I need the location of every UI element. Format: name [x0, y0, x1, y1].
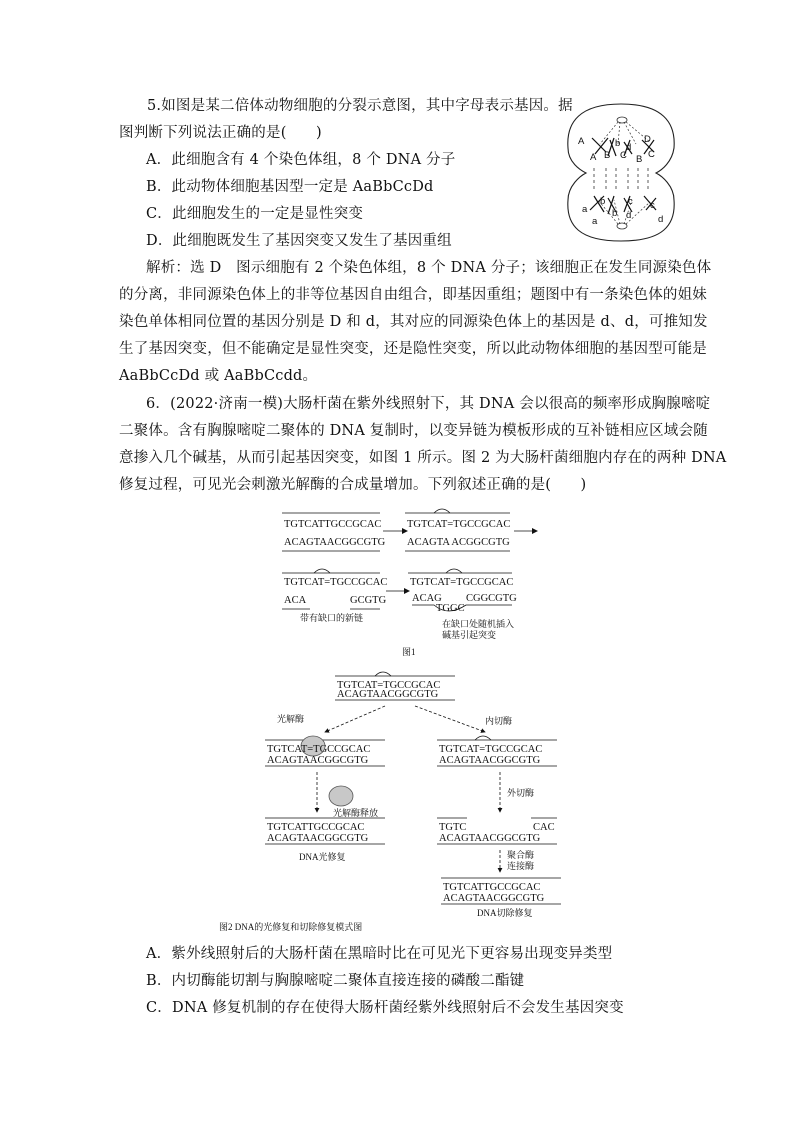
q5-option-a: A．此细胞含有 4 个染色体组，8 个 DNA 分子	[146, 152, 456, 168]
q6-stem-line2: 二聚体。含有胸腺嘧啶二聚体的 DNA 复制时，以变异链为模板形成的互补链相应区域会随	[119, 423, 708, 439]
fig2-final-lower: ACAGTAACGGCGTG	[443, 893, 545, 904]
q5-analysis-line5: AaBbCcDd 或 AaBbCcdd。	[119, 368, 318, 384]
gene-label: b	[612, 208, 618, 219]
q5-option-b: B．此动物体细胞基因型一定是 AaBbCcDd	[146, 179, 434, 195]
fig2-final-upper: TGTCATTGCCGCAC	[443, 882, 541, 893]
fig2-top-lower: ACAGTAACGGCGTG	[337, 689, 439, 700]
gene-label: b	[600, 196, 606, 207]
gene-label: B	[604, 150, 611, 161]
fig2-endonuclease-label: 内切酶	[485, 716, 513, 726]
fig1-seq-bottom-gap: ACAGTA ACGGCGTG	[407, 537, 510, 548]
fig2-photo-repair-label: DNA光修复	[299, 852, 346, 862]
fig2-release-label: 光解酶释放	[333, 808, 379, 818]
fig2-mid-right-upper: TGTCAT=TGCCGCAC	[439, 744, 543, 755]
q6-option-b: B．内切酶能切割与胸腺嘧啶二聚体直接连接的磷酸二酯键	[146, 973, 525, 989]
figure-2	[215, 668, 585, 933]
fig2-excision-label: DNA切除修复	[477, 908, 533, 918]
q5-option-c: C．此细胞发生的一定是显性突变	[146, 206, 364, 222]
gene-label: A	[578, 136, 585, 147]
q6-stem-line3: 意掺入几个碱基，从而引起基因突变，如图 1 所示。图 2 为大肠杆菌细胞内存在的两种 DNA	[119, 450, 727, 466]
fig1-seq-template: TGTCAT=TGCCGCAC	[284, 577, 388, 588]
fig2-polymerase-label: 聚合酶	[507, 850, 535, 860]
gene-label: A	[590, 152, 597, 163]
q6-option-a: A．紫外线照射后的大肠杆菌在黑暗时比在可见光下更容易出现变异类型	[146, 946, 613, 962]
gene-label: B	[636, 154, 643, 165]
gene-label: C	[620, 150, 627, 161]
fig2-ligase-label: 连接酶	[507, 861, 535, 871]
gene-label: d	[658, 214, 664, 225]
fig2-repair-lower: ACAGTAACGGCGTG	[267, 833, 369, 844]
fig1-mut-right: CGGCGTG	[466, 593, 517, 604]
gene-label: a	[592, 216, 598, 227]
fig2-mid-left-upper: TGTCAT=TGCCGCAC	[267, 744, 371, 755]
photolyase-released-shape	[329, 786, 353, 806]
fig1-caption: 图1	[402, 647, 416, 657]
fig1-new-left: ACA	[284, 595, 307, 606]
q5-stem-line1: 5.如图是某二倍体动物细胞的分裂示意图，其中字母表示基因。据	[147, 98, 573, 114]
gene-label: d	[626, 210, 632, 221]
gene-label: C	[648, 149, 655, 160]
gene-label: D	[644, 134, 651, 145]
fig1-mut-left: ACAG	[412, 593, 442, 604]
fig2-mid-right-lower: ACAGTAACGGCGTG	[439, 755, 541, 766]
q6-stem-line4: 修复过程，可见光会刺激光解酶的合成量增加。下列叙述正确的是( )	[119, 477, 587, 493]
gene-label: b	[615, 138, 621, 149]
q5-analysis-line3: 染色单体相同位置的基因分别是 D 和 d，其对应的同源染色体上的基因是 d、d，可推知发	[119, 314, 708, 330]
q5-analysis-line2: 的分离，非同源染色体上的非等位基因自由组合，即基因重组；题图中有一条染色体的姐妹	[119, 287, 707, 303]
fig2-photolyase-label: 光解酶	[277, 714, 305, 724]
fig2-repair-upper: TGTCATTGCCGCAC	[267, 822, 365, 833]
fig1-mut-mid: TGGC	[436, 603, 465, 614]
fig1-seq-top-normal: TGTCATTGCCGCAC	[284, 519, 382, 530]
fig1-seq-bottom-normal: ACAGTAACGGCGTG	[284, 537, 386, 548]
cell-division-figure	[562, 100, 680, 245]
q5-analysis-line1: 解析：选 D 图示细胞有 2 个染色体组，8 个 DNA 分子；该细胞正在发生同源染色体	[146, 260, 712, 276]
fig2-top-upper: TGTCAT=TGCCGCAC	[337, 680, 441, 691]
gene-label: a	[582, 204, 588, 215]
q5-stem-line2: 图判断下列说法正确的是( )	[119, 125, 322, 141]
q6-option-c: C．DNA 修复机制的存在使得大肠杆菌经紫外线照射后不会发生基因突变	[146, 1000, 624, 1016]
fig1-new-label: 带有缺口的新链	[300, 613, 364, 623]
fig1-seq-top-dimer: TGTCAT=TGCCGCAC	[407, 519, 511, 530]
fig1-seq-template-2: TGTCAT=TGCCGCAC	[410, 577, 514, 588]
gene-label: d	[626, 142, 632, 153]
fig1-new-right: GCGTG	[350, 595, 387, 606]
fig2-cut-upper-right: CAC	[533, 822, 555, 833]
figure-1	[270, 505, 540, 660]
fig2-cut-upper-left: TGTC	[439, 822, 467, 833]
fig1-mut-label-2: 碱基引起突变	[442, 630, 497, 640]
fig1-mut-label-1: 在缺口处随机插入	[442, 619, 515, 629]
q5-option-d: D．此细胞既发生了基因突变又发生了基因重组	[146, 233, 452, 249]
fig2-cut-lower: ACAGTAACGGCGTG	[439, 833, 541, 844]
fig2-caption: 图2 DNA的光修复和切除修复模式图	[219, 922, 363, 932]
fig2-mid-left-lower: ACAGTAACGGCGTG	[267, 755, 369, 766]
q5-analysis-line4: 生了基因突变，但不能确定是显性突变，还是隐性突变，所以此动物体细胞的基因型可能是	[119, 341, 707, 357]
q6-stem-line1: 6．(2022·济南一模)大肠杆菌在紫外线照射下，其 DNA 会以很高的频率形成胸腺嘧啶	[146, 396, 711, 412]
gene-label: c	[628, 196, 633, 207]
gene-label: c	[650, 200, 655, 211]
fig2-exonuclease-label: 外切酶	[507, 788, 535, 798]
